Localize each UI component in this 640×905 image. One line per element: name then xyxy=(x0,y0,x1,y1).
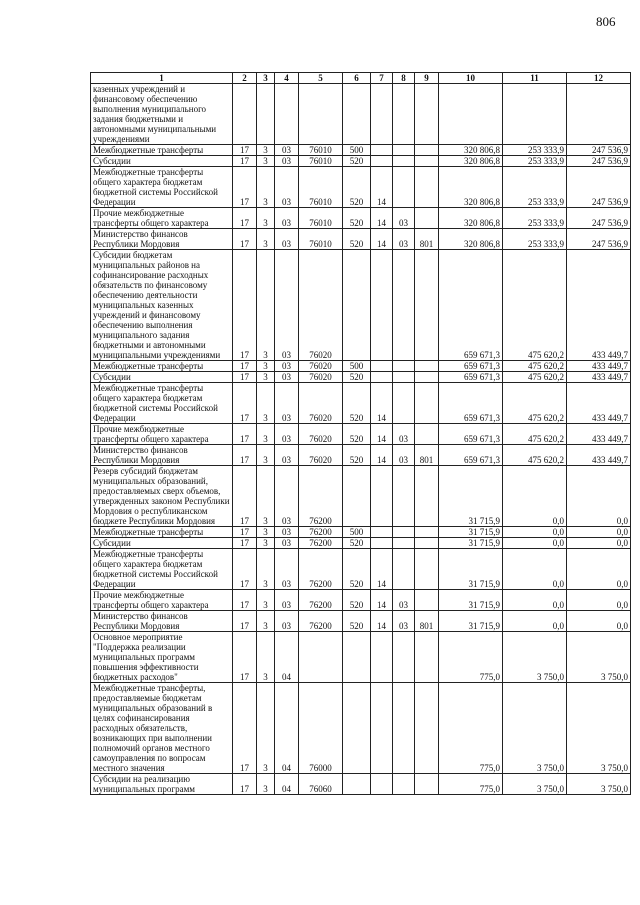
amount-2023: 3 750,0 xyxy=(567,683,631,774)
column-header: 1 xyxy=(91,73,233,84)
row-name: Министерство финансов Республики Мордовия xyxy=(91,445,233,466)
section-code-2: 14 xyxy=(371,424,393,445)
expense-type-code: 520 xyxy=(343,549,371,590)
section-code-2 xyxy=(371,84,393,145)
section-code-2 xyxy=(371,372,393,383)
section-code-2 xyxy=(371,156,393,167)
section-code: 3 xyxy=(257,145,275,156)
column-header: 11 xyxy=(503,73,567,84)
section-code-2 xyxy=(371,538,393,549)
kvsr-code xyxy=(233,84,257,145)
amount-2023: 0,0 xyxy=(567,527,631,538)
section-code: 3 xyxy=(257,527,275,538)
subsection-code: 04 xyxy=(275,683,299,774)
kvsr-code: 17 xyxy=(233,145,257,156)
row-name: Субсидии бюджетам муниципальных районов на софинансирование расходных обязательств по финансовому обеспечению деятельности муниципальных казенных учреждений и финансовому обеспечению выполнения муниципального задания бюджетными и автономными муниципальными учреждениями xyxy=(91,250,233,361)
expense-type-code xyxy=(343,632,371,683)
subsection-code-2 xyxy=(393,361,415,372)
admin-code xyxy=(415,208,439,229)
subsection-code-2 xyxy=(393,372,415,383)
amount-2021: 31 715,9 xyxy=(439,527,503,538)
column-header: 12 xyxy=(567,73,631,84)
admin-code xyxy=(415,590,439,611)
amount-2022: 0,0 xyxy=(503,611,567,632)
admin-code xyxy=(415,250,439,361)
amount-2023: 433 449,7 xyxy=(567,445,631,466)
row-name: Министерство финансов Республики Мордовия xyxy=(91,611,233,632)
table-row xyxy=(91,250,631,361)
section-code-2: 14 xyxy=(371,167,393,208)
amount-2022 xyxy=(503,84,567,145)
admin-code xyxy=(415,372,439,383)
amount-2021: 775,0 xyxy=(439,774,503,795)
section-code: 3 xyxy=(257,167,275,208)
admin-code xyxy=(415,527,439,538)
kvsr-code: 17 xyxy=(233,372,257,383)
amount-2023: 247 536,9 xyxy=(567,145,631,156)
table-row xyxy=(91,361,631,372)
target-code: 76020 xyxy=(299,424,343,445)
amount-2023: 0,0 xyxy=(567,549,631,590)
amount-2023: 0,0 xyxy=(567,466,631,527)
kvsr-code: 17 xyxy=(233,208,257,229)
table-row xyxy=(91,466,631,527)
row-name: Прочие межбюджетные трансферты общего характера xyxy=(91,590,233,611)
section-code-2: 14 xyxy=(371,445,393,466)
column-header: 6 xyxy=(343,73,371,84)
column-header: 4 xyxy=(275,73,299,84)
section-code-2 xyxy=(371,527,393,538)
target-code: 76020 xyxy=(299,445,343,466)
subsection-code-2 xyxy=(393,84,415,145)
target-code: 76200 xyxy=(299,538,343,549)
amount-2023: 3 750,0 xyxy=(567,632,631,683)
section-code-2 xyxy=(371,774,393,795)
amount-2023: 433 449,7 xyxy=(567,250,631,361)
kvsr-code: 17 xyxy=(233,611,257,632)
section-code xyxy=(257,84,275,145)
admin-code xyxy=(415,167,439,208)
section-code: 3 xyxy=(257,683,275,774)
table-row xyxy=(91,445,631,466)
subsection-code: 03 xyxy=(275,466,299,527)
table-row xyxy=(91,156,631,167)
section-code: 3 xyxy=(257,208,275,229)
amount-2022: 0,0 xyxy=(503,549,567,590)
expense-type-code xyxy=(343,683,371,774)
subsection-code-2 xyxy=(393,250,415,361)
subsection-code-2: 03 xyxy=(393,208,415,229)
expense-type-code: 520 xyxy=(343,208,371,229)
row-name: Межбюджетные трансферты общего характера бюджетам бюджетной системы Российской Федерации xyxy=(91,167,233,208)
target-code: 76200 xyxy=(299,549,343,590)
kvsr-code: 17 xyxy=(233,774,257,795)
expense-type-code: 500 xyxy=(343,361,371,372)
amount-2021: 659 671,3 xyxy=(439,445,503,466)
table-row xyxy=(91,167,631,208)
section-code: 3 xyxy=(257,424,275,445)
table-row xyxy=(91,549,631,590)
target-code: 76010 xyxy=(299,229,343,250)
admin-code xyxy=(415,466,439,527)
section-code: 3 xyxy=(257,549,275,590)
subsection-code: 03 xyxy=(275,167,299,208)
subsection-code: 03 xyxy=(275,208,299,229)
target-code: 76020 xyxy=(299,372,343,383)
column-header: 7 xyxy=(371,73,393,84)
row-name: Межбюджетные трансферты общего характера бюджетам бюджетной системы Российской Федерации xyxy=(91,549,233,590)
section-code: 3 xyxy=(257,538,275,549)
amount-2023: 0,0 xyxy=(567,590,631,611)
target-code: 76200 xyxy=(299,466,343,527)
expense-type-code: 520 xyxy=(343,229,371,250)
kvsr-code: 17 xyxy=(233,590,257,611)
subsection-code-2 xyxy=(393,527,415,538)
subsection-code-2: 03 xyxy=(393,611,415,632)
admin-code: 801 xyxy=(415,445,439,466)
section-code-2 xyxy=(371,250,393,361)
section-code-2 xyxy=(371,632,393,683)
subsection-code: 03 xyxy=(275,372,299,383)
subsection-code-2 xyxy=(393,549,415,590)
amount-2022: 253 333,9 xyxy=(503,145,567,156)
target-code: 76200 xyxy=(299,611,343,632)
section-code-2: 14 xyxy=(371,208,393,229)
table-row xyxy=(91,774,631,795)
subsection-code: 03 xyxy=(275,145,299,156)
row-name: Субсидии xyxy=(91,372,233,383)
expense-type-code: 500 xyxy=(343,527,371,538)
subsection-code-2 xyxy=(393,145,415,156)
target-code: 76010 xyxy=(299,145,343,156)
amount-2022: 253 333,9 xyxy=(503,229,567,250)
page-number: 806 xyxy=(596,14,616,29)
table-row xyxy=(91,424,631,445)
amount-2021: 659 671,3 xyxy=(439,383,503,424)
subsection-code-2: 03 xyxy=(393,445,415,466)
kvsr-code: 17 xyxy=(233,549,257,590)
section-code-2 xyxy=(371,361,393,372)
expense-type-code xyxy=(343,466,371,527)
subsection-code-2 xyxy=(393,167,415,208)
kvsr-code: 17 xyxy=(233,383,257,424)
amount-2023: 0,0 xyxy=(567,538,631,549)
section-code-2 xyxy=(371,145,393,156)
kvsr-code: 17 xyxy=(233,466,257,527)
target-code: 76010 xyxy=(299,208,343,229)
section-code: 3 xyxy=(257,229,275,250)
amount-2022: 475 620,2 xyxy=(503,424,567,445)
row-name: Межбюджетные трансферты xyxy=(91,361,233,372)
section-code: 3 xyxy=(257,250,275,361)
amount-2021: 31 715,9 xyxy=(439,466,503,527)
amount-2022: 0,0 xyxy=(503,466,567,527)
kvsr-code: 17 xyxy=(233,167,257,208)
subsection-code-2 xyxy=(393,538,415,549)
amount-2021: 31 715,9 xyxy=(439,611,503,632)
section-code: 3 xyxy=(257,632,275,683)
kvsr-code: 17 xyxy=(233,445,257,466)
amount-2022: 475 620,2 xyxy=(503,250,567,361)
kvsr-code: 17 xyxy=(233,424,257,445)
table-row xyxy=(91,527,631,538)
amount-2023: 0,0 xyxy=(567,611,631,632)
kvsr-code: 17 xyxy=(233,683,257,774)
admin-code xyxy=(415,632,439,683)
target-code: 76020 xyxy=(299,361,343,372)
amount-2022: 475 620,2 xyxy=(503,361,567,372)
subsection-code-2: 03 xyxy=(393,229,415,250)
row-name: Министерство финансов Республики Мордовия xyxy=(91,229,233,250)
subsection-code: 03 xyxy=(275,527,299,538)
table-row xyxy=(91,538,631,549)
target-code: 76060 xyxy=(299,774,343,795)
expense-type-code xyxy=(343,84,371,145)
table-row xyxy=(91,229,631,250)
subsection-code: 03 xyxy=(275,156,299,167)
section-code: 3 xyxy=(257,383,275,424)
kvsr-code: 17 xyxy=(233,527,257,538)
admin-code xyxy=(415,549,439,590)
column-header: 5 xyxy=(299,73,343,84)
expense-type-code: 520 xyxy=(343,445,371,466)
section-code: 3 xyxy=(257,774,275,795)
admin-code xyxy=(415,84,439,145)
amount-2023: 433 449,7 xyxy=(567,361,631,372)
column-header: 10 xyxy=(439,73,503,84)
section-code: 3 xyxy=(257,156,275,167)
admin-code xyxy=(415,424,439,445)
amount-2021: 775,0 xyxy=(439,683,503,774)
row-name: Прочие межбюджетные трансферты общего характера xyxy=(91,208,233,229)
amount-2022: 253 333,9 xyxy=(503,156,567,167)
amount-2023: 247 536,9 xyxy=(567,208,631,229)
table-row xyxy=(91,372,631,383)
amount-2022: 3 750,0 xyxy=(503,774,567,795)
amount-2021: 659 671,3 xyxy=(439,361,503,372)
subsection-code xyxy=(275,84,299,145)
amount-2021: 31 715,9 xyxy=(439,590,503,611)
subsection-code: 03 xyxy=(275,538,299,549)
subsection-code-2 xyxy=(393,683,415,774)
section-code: 3 xyxy=(257,372,275,383)
table-row xyxy=(91,632,631,683)
column-header: 3 xyxy=(257,73,275,84)
target-code: 76020 xyxy=(299,250,343,361)
target-code: 76010 xyxy=(299,167,343,208)
amount-2022: 0,0 xyxy=(503,538,567,549)
admin-code xyxy=(415,383,439,424)
expense-type-code: 520 xyxy=(343,538,371,549)
subsection-code-2 xyxy=(393,156,415,167)
amount-2023: 3 750,0 xyxy=(567,774,631,795)
amount-2021: 659 671,3 xyxy=(439,250,503,361)
row-name: Основное мероприятие "Поддержка реализации муниципальных программ повышения эффективности бюджетных расходов" xyxy=(91,632,233,683)
section-code: 3 xyxy=(257,466,275,527)
table-row xyxy=(91,208,631,229)
subsection-code: 03 xyxy=(275,250,299,361)
admin-code xyxy=(415,156,439,167)
target-code: 76200 xyxy=(299,590,343,611)
subsection-code: 03 xyxy=(275,549,299,590)
amount-2022: 253 333,9 xyxy=(503,208,567,229)
amount-2022: 253 333,9 xyxy=(503,167,567,208)
amount-2021: 659 671,3 xyxy=(439,372,503,383)
table-row xyxy=(91,611,631,632)
amount-2021: 659 671,3 xyxy=(439,424,503,445)
amount-2023: 433 449,7 xyxy=(567,383,631,424)
amount-2022: 475 620,2 xyxy=(503,445,567,466)
amount-2023: 247 536,9 xyxy=(567,156,631,167)
row-name: Межбюджетные трансферты xyxy=(91,527,233,538)
target-code: 76010 xyxy=(299,156,343,167)
row-name: Прочие межбюджетные трансферты общего характера xyxy=(91,424,233,445)
amount-2022: 0,0 xyxy=(503,590,567,611)
amount-2022: 3 750,0 xyxy=(503,683,567,774)
expense-type-code: 520 xyxy=(343,590,371,611)
subsection-code: 03 xyxy=(275,229,299,250)
row-name: Субсидии xyxy=(91,156,233,167)
expense-type-code: 520 xyxy=(343,383,371,424)
amount-2023: 247 536,9 xyxy=(567,229,631,250)
amount-2021: 320 806,8 xyxy=(439,156,503,167)
row-name: Резерв субсидий бюджетам муниципальных образований, предоставляемых сверх объемов, утвержденных законом Республики Мордовия о республиканском бюджете Республики Мордовия xyxy=(91,466,233,527)
amount-2021: 31 715,9 xyxy=(439,538,503,549)
section-code: 3 xyxy=(257,361,275,372)
amount-2021: 320 806,8 xyxy=(439,145,503,156)
expense-type-code xyxy=(343,774,371,795)
subsection-code-2 xyxy=(393,383,415,424)
subsection-code: 04 xyxy=(275,774,299,795)
amount-2023: 433 449,7 xyxy=(567,372,631,383)
admin-code xyxy=(415,145,439,156)
subsection-code: 03 xyxy=(275,611,299,632)
table-row xyxy=(91,383,631,424)
section-code-2: 14 xyxy=(371,611,393,632)
subsection-code-2: 03 xyxy=(393,424,415,445)
expense-type-code: 520 xyxy=(343,372,371,383)
admin-code xyxy=(415,683,439,774)
column-header: 8 xyxy=(393,73,415,84)
kvsr-code: 17 xyxy=(233,229,257,250)
row-name: Субсидии xyxy=(91,538,233,549)
kvsr-code: 17 xyxy=(233,632,257,683)
amount-2023: 247 536,9 xyxy=(567,167,631,208)
row-name: Межбюджетные трансферты xyxy=(91,145,233,156)
target-code: 76000 xyxy=(299,683,343,774)
amount-2022: 475 620,2 xyxy=(503,383,567,424)
amount-2021: 320 806,8 xyxy=(439,208,503,229)
section-code-2: 14 xyxy=(371,383,393,424)
table-body xyxy=(91,84,631,795)
target-code xyxy=(299,84,343,145)
section-code-2 xyxy=(371,466,393,527)
expense-type-code: 500 xyxy=(343,145,371,156)
subsection-code-2 xyxy=(393,466,415,527)
subsection-code: 03 xyxy=(275,361,299,372)
admin-code xyxy=(415,774,439,795)
expense-type-code: 520 xyxy=(343,167,371,208)
section-code-2: 14 xyxy=(371,229,393,250)
admin-code xyxy=(415,361,439,372)
expense-type-code: 520 xyxy=(343,611,371,632)
subsection-code: 03 xyxy=(275,590,299,611)
column-header: 2 xyxy=(233,73,257,84)
subsection-code: 03 xyxy=(275,383,299,424)
amount-2022: 475 620,2 xyxy=(503,372,567,383)
section-code-2: 14 xyxy=(371,549,393,590)
section-code: 3 xyxy=(257,445,275,466)
kvsr-code: 17 xyxy=(233,156,257,167)
table-row xyxy=(91,683,631,774)
subsection-code: 03 xyxy=(275,424,299,445)
row-name: казенных учреждений и финансовому обеспечению выполнения муниципального задания бюджетными и автономными муниципальными учреждениями xyxy=(91,84,233,145)
row-name: Субсидии на реализацию муниципальных программ xyxy=(91,774,233,795)
section-code-2 xyxy=(371,683,393,774)
amount-2022: 0,0 xyxy=(503,527,567,538)
amount-2021: 320 806,8 xyxy=(439,167,503,208)
admin-code: 801 xyxy=(415,229,439,250)
subsection-code-2 xyxy=(393,774,415,795)
target-code: 76020 xyxy=(299,383,343,424)
kvsr-code: 17 xyxy=(233,250,257,361)
section-code: 3 xyxy=(257,590,275,611)
column-header: 9 xyxy=(415,73,439,84)
amount-2023 xyxy=(567,84,631,145)
expense-type-code xyxy=(343,250,371,361)
table-row xyxy=(91,145,631,156)
admin-code: 801 xyxy=(415,611,439,632)
row-name: Межбюджетные трансферты общего характера бюджетам бюджетной системы Российской Федерации xyxy=(91,383,233,424)
subsection-code-2: 03 xyxy=(393,590,415,611)
section-code: 3 xyxy=(257,611,275,632)
subsection-code: 03 xyxy=(275,445,299,466)
amount-2021: 320 806,8 xyxy=(439,229,503,250)
expense-type-code: 520 xyxy=(343,424,371,445)
subsection-code: 04 xyxy=(275,632,299,683)
target-code xyxy=(299,632,343,683)
table-row xyxy=(91,84,631,145)
row-name: Межбюджетные трансферты, предоставляемые бюджетам муниципальных образований в целях софинансирования расходных обязательств, возникающих при выполнении полномочий органов местного самоуправления по вопросам местного значения xyxy=(91,683,233,774)
header-row xyxy=(91,73,631,84)
amount-2021: 775,0 xyxy=(439,632,503,683)
kvsr-code: 17 xyxy=(233,538,257,549)
expense-type-code: 520 xyxy=(343,156,371,167)
budget-table xyxy=(90,72,631,795)
subsection-code-2 xyxy=(393,632,415,683)
amount-2023: 433 449,7 xyxy=(567,424,631,445)
kvsr-code: 17 xyxy=(233,361,257,372)
section-code-2: 14 xyxy=(371,590,393,611)
table-row xyxy=(91,590,631,611)
amount-2021: 31 715,9 xyxy=(439,549,503,590)
target-code: 76200 xyxy=(299,527,343,538)
admin-code xyxy=(415,538,439,549)
amount-2021 xyxy=(439,84,503,145)
amount-2022: 3 750,0 xyxy=(503,632,567,683)
